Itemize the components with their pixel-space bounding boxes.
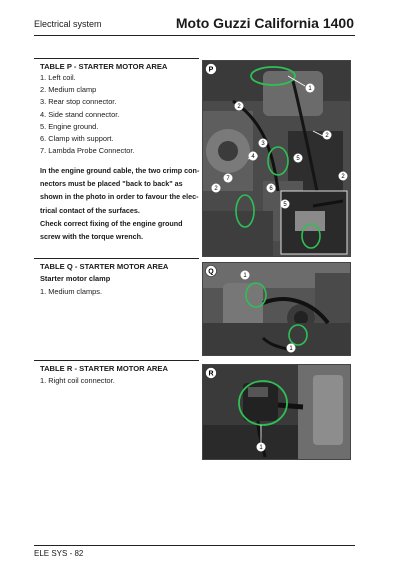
list-item: 1. Left coil. <box>40 73 76 82</box>
list-item: 1. Medium clamps. <box>40 287 103 296</box>
table-p-list <box>40 72 135 157</box>
photo-table-q <box>202 262 351 356</box>
callout-label: 1 <box>289 346 293 352</box>
list-item: 6. Clamp with support. <box>40 133 114 143</box>
page-number: ELE SYS - 82 <box>34 549 84 558</box>
manual-title: Moto Guzzi California 1400 <box>175 15 354 31</box>
table-q-subtitle: Starter motor clamp <box>40 274 111 283</box>
note-line: nectors must be placed "back to back" as <box>40 179 183 189</box>
callout-label: 7 <box>226 176 230 182</box>
list-item: 2. Medium clamp <box>40 85 97 95</box>
note-line: Check correct fixing of the engine ground <box>40 218 183 228</box>
callout-label: 5 <box>296 156 300 162</box>
list-item: 7. Lambda Probe Connector. <box>40 146 135 156</box>
list-item: 1. Right coil connector. <box>40 376 115 385</box>
note-line: trical contact of the surfaces. <box>40 205 140 215</box>
callout-label: 1 <box>259 445 263 451</box>
table-q-list <box>40 286 102 298</box>
callout-label: 4 <box>251 154 255 160</box>
callout-label: 3 <box>261 141 265 147</box>
list-item: 5. Engine ground. <box>40 121 99 131</box>
photo-table-p <box>202 60 351 257</box>
callout-label: 2 <box>341 174 345 180</box>
table-p-title: TABLE P - STARTER MOTOR AREA <box>40 62 168 71</box>
table-r-list <box>40 375 115 387</box>
photo-letter: P <box>208 66 214 74</box>
callout-label: 1 <box>243 273 247 279</box>
list-item: 3. Rear stop connector. <box>40 97 117 107</box>
table-q-top-rule <box>34 258 199 259</box>
ground-cable-note <box>40 164 200 243</box>
photo-table-r <box>202 364 351 460</box>
callout-label: 2 <box>237 104 241 110</box>
photo-letter: R <box>208 370 214 378</box>
header-rule <box>34 35 355 36</box>
footer-rule <box>34 545 355 546</box>
callout-label: 6 <box>269 186 273 192</box>
photo-letter: Q <box>208 268 214 276</box>
note-line: screw with the torque wrench. <box>40 232 144 242</box>
table-q-title: TABLE Q - STARTER MOTOR AREA <box>40 262 169 271</box>
note-line: shown in the photo in order to favour the elec- <box>40 192 199 202</box>
callout-label: 2 <box>214 186 218 192</box>
table-p-top-rule <box>34 58 199 59</box>
note-line: In the engine ground cable, the two crimp con- <box>40 166 200 175</box>
list-item: 4. Side stand connector. <box>40 109 120 119</box>
callout-label: 5 <box>283 202 287 208</box>
callout-label: 1 <box>308 86 312 92</box>
table-r-title: TABLE R - STARTER MOTOR AREA <box>40 364 168 373</box>
table-r-top-rule <box>34 360 199 361</box>
callout-label: 2 <box>325 133 329 139</box>
section-name: Electrical system <box>34 19 102 29</box>
